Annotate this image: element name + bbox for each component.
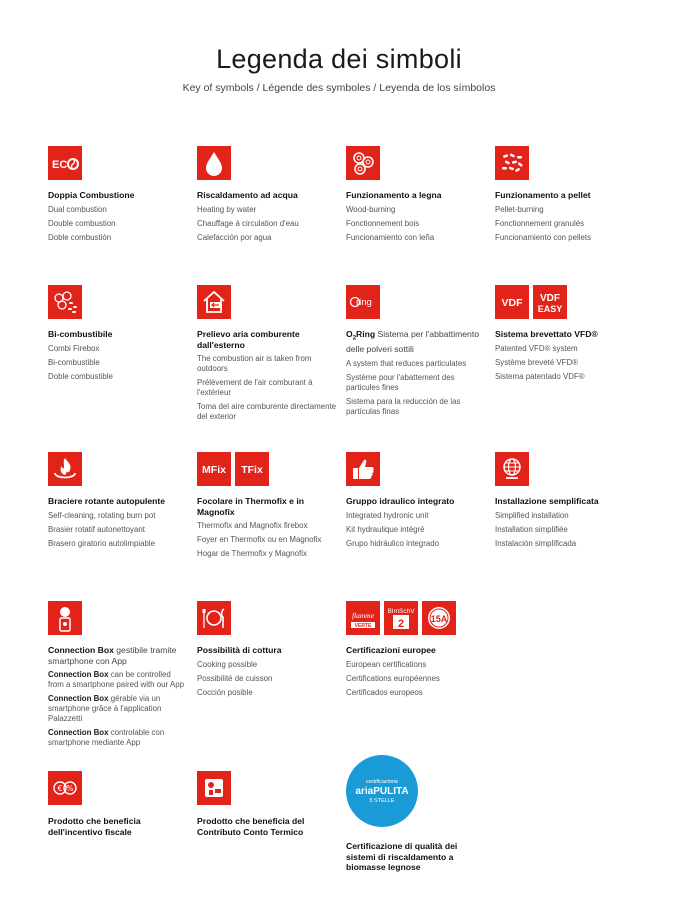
legend-line: Heating by water [197,204,257,214]
conto-termico-icon [197,771,231,805]
legend-item-name: Prodotto che beneficia dell'incentivo fiscale [48,816,141,837]
legend-item-name: Funzionamento a pellet [495,190,591,200]
legend-item-name: Possibilità di cottura [197,645,282,655]
legend-line: Doble combustible [48,371,113,381]
svg-text:2: 2 [397,618,405,630]
legend-item-oring [346,285,486,417]
flamme-verte-icon [346,601,380,635]
vfd-easy-icon [533,285,567,319]
legend-line: Instalación simplificada [495,538,577,548]
legend-line: Brasero giratorio autolimpiable [48,538,156,548]
legend-line: Simplified installation [495,510,569,520]
legend-item-pellet [495,146,635,243]
legend-line: Cooking possible [197,659,258,669]
legend-line: The combustion air is taken from outdoors [197,354,312,374]
legend-item-name: Funzionamento a legna [346,190,442,200]
legend-item-name: Prodotto che beneficia del Contributo Conto Termico [197,816,305,837]
cooking-icon [197,601,231,635]
legend-item-doppia [48,146,188,243]
legend-item-name: Braciere rotante autopulente [48,496,165,506]
thumbs-up-icon [346,452,380,486]
legend-line: Wood-burning [346,204,396,214]
euro-percent-icon [48,771,82,805]
legend-line: Integrated hydronic unit [346,510,429,520]
svg-text:%: % [66,784,74,793]
legend-line: Toma del aire comburente directamente del exterior [197,402,337,421]
svg-text:VDF: VDF [540,293,560,304]
legend-line: Calefacción por agua [197,232,272,242]
legend-line: Bi-combustible [48,357,100,367]
aria-pulita-badge: certificazione ariaPULITA 5 STELLE [346,755,418,827]
15a-icon [422,601,456,635]
house-air-icon [197,285,231,319]
legend-line: Funcionamiento con pellets [495,232,592,242]
vfd-icon [495,285,529,319]
legend-item-name: Focolare in Thermofix e in Magnofix [197,496,304,517]
legend-line: Sistema patentado VDF® [495,371,585,381]
legend-item-acqua [197,146,337,243]
legend-line: Connection Box can be controlled from a smartphone paired with our App [48,670,184,690]
bi-fuel-icon [48,285,82,319]
legend-item-prelievo [197,285,337,422]
thermofix-icon [235,452,269,486]
legend-item-connection [48,601,188,747]
svg-text:EC: EC [52,159,68,171]
legend-item-name: Bi-combustibile [48,329,113,339]
legend-line: Brasier rotatif autonettoyant [48,524,145,534]
legend-line: Grupo hidráulico integrado [346,538,439,548]
vfd-icon-text: VDF [501,297,523,309]
legend-item-certificazioni [346,601,486,698]
magnofix-icon [197,452,231,486]
o2ring-icon-text: ring [356,297,372,308]
svg-text:EASY: EASY [537,304,563,314]
water-drop-icon [197,146,231,180]
legend-item-name: Installazione semplificata [495,496,599,506]
legend-item-name: Doppia Combustione [48,190,135,200]
svg-text:€: € [57,784,63,793]
legend-line: Chauffage à circulation d'eau [197,218,299,228]
legend-item-bicomb [48,285,188,382]
legend-item-gruppo [346,452,486,549]
legend-line: Système breveté VFD® [495,357,578,367]
legend-line: Thermofix and Magnofix firebox [197,521,308,531]
svg-text:VERTE: VERTE [354,623,372,629]
legend-line: Fonctionnement granulés [495,218,585,228]
legend-item-qualita [346,755,486,873]
legend-item-name: Riscaldamento ad acqua [197,190,298,200]
o2ring-icon [346,285,380,319]
legend-item-name: Certificazioni europee [346,645,436,655]
legend-line: Prélèvement de l'air comburant à l'extérieur [197,378,313,397]
legend-line: Système pour l'abattement des particules fines [346,373,455,392]
legend-line: Connection Box gérable via un smartphone grâce à l'application Palazzetti [48,694,162,723]
svg-text:flamme: flamme [351,611,375,620]
page-subtitle: Key of symbols / Légende des symboles / Leyenda de los símbolos [182,82,496,94]
globe-icon [495,452,529,486]
legend-line: Double combustion [48,218,116,228]
page-title: Legenda dei simboli [216,44,462,74]
legend-item-installazione [495,452,635,549]
legend-item-braciere [48,452,188,549]
legend-item-name: $O_2Ring$ Sistema per l'abbattimento delle polveri sottili [346,329,479,355]
legend-line: Connection Box controlable con smartphone mediante App [48,727,165,747]
legend-item-name: Gruppo idraulico integrato [346,496,455,506]
legend-line: Funcionamiento con leña [346,232,435,242]
legend-line: Fonctionnement bois [346,218,420,228]
svg-text:BImSchV: BImSchV [387,608,415,615]
legend-line: Pellet-burning [495,204,544,214]
legend-item-name: Prelievo aria comburente dall'esterno [197,329,300,350]
svg-text:MFix: MFix [202,464,226,476]
eco-flame-icon [48,146,82,180]
legend-item-vfd [495,285,635,382]
legend-line: Patented VFD® system [495,343,578,353]
legend-line: Possibilité de cuisson [197,673,273,683]
legend-item-legna [346,146,486,243]
legend-line: Self-cleaning, rotating burn pot [48,510,156,520]
legend-line: Hogar de Thermofix y Magnofix [197,549,307,559]
legend-line: European certifications [346,659,427,669]
svg-text:15A: 15A [430,614,448,624]
legend-line: Cocción posible [197,687,253,697]
connection-box-icon [48,601,82,635]
legend-line: Sistema para la reducción de las partículas finas [346,397,461,416]
legend-line: Dual combustion [48,204,107,214]
pellet-icon [495,146,529,180]
legend-item-cottura [197,601,337,698]
legend-line: Certifications européennes [346,673,440,683]
wood-log-icon [346,146,380,180]
burn-pot-icon [48,452,82,486]
legend-line: Combi Firebox [48,343,100,353]
legend-line: Doble combustión [48,232,112,242]
legend-item-focolare [197,452,337,559]
legend-line: Kit hydraulique intégré [346,524,425,534]
legend-item-name: Connection Box gestibile tramite smartphone con App [48,645,177,666]
legend-line: Foyer en Thermofix ou en Magnofix [197,535,322,545]
legend-line: A system that reduces particulates [346,359,467,369]
legend-line: Certificados europeos [346,687,423,697]
legend-item-incentivo [48,771,188,837]
bimschv-icon [384,601,418,635]
legend-item-conto [197,771,337,837]
legend-item-name: Sistema brevettato VFD® [495,329,598,339]
legend-item-name: Certificazione di qualità dei sistemi di riscaldamento a biomasse legnose [346,841,458,872]
legend-line: Installation simplifiée [495,524,568,534]
svg-text:TFix: TFix [241,464,263,476]
